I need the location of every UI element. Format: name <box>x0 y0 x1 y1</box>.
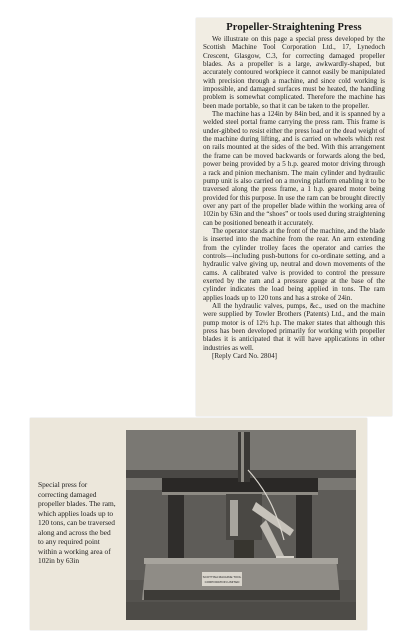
svg-text:CORPORATION LIMITED: CORPORATION LIMITED <box>204 580 240 584</box>
figure-caption: Special press for correcting damaged propeller blades. The ram, which applies loads up to 120 tons, can be traversed along and across the bed to any required point within a working area of 102in by 63in <box>38 480 116 565</box>
press-photograph <box>126 430 356 620</box>
article-paragraph-2: The machine has a 124in by 84in bed, and it is spanned by a welded steel portal frame carrying the press ram. This frame is under-gibbed to resist either the press load or the dead weight of the machine during lifting, and is carried on wheels which rest on rails mounted at the sides of the bed. With this arrangement the frame can be moved backwards or forwards along the bed, power being provided by a 5 h.p. geared motor driving through a rack and pinion mechanism. The main cylinder and hydraulic pump unit is also carried on a moving platform enabling it to be traversed along the press frame, a 1 h.p. geared motor being provided for this purpose. In use the ram can be brought directly over any part of the propeller blade within the working area of 102in by 63in and the “shoes” or tools used during straightening can be positioned beneath it accurately. <box>203 110 385 227</box>
svg-text:SCOTTISH MACHINE TOOL: SCOTTISH MACHINE TOOL <box>202 575 242 579</box>
reply-card-number: [Reply Card No. 2804] <box>212 352 277 361</box>
article-paragraph-1: We illustrate on this page a special press developed by the Scottish Machine Tool Corporation Ltd., 17, Lynedoch Crescent, Glasgow, C.3, for correcting damaged propeller blades. As a propeller is a large, awkwardly-shaped, but accurately contoured workpiece it cannot easily be manipulated with precision through a machine, and since cold working is impossible, and damaged surfaces must be heated, the handling problem is somewhat complicated. Therefore the machine has been made portable, so that it can be taken to the propeller. <box>203 35 385 110</box>
press-machine-illustration <box>126 430 356 620</box>
article-clipping <box>196 18 392 416</box>
figure-clipping <box>30 418 367 630</box>
article-paragraph-3: The operator stands at the front of the machine, and the blade is inserted into the machine from the rear. An arm extending from the cylinder trolley faces the operator and carries the controls—including push-buttons for co-ordinate setting, and a hydraulic valve giving up, neutral and down movements of the cams. A calibrated valve is provided to control the pressure exerted by the ram and a pressure gauge at the base of the cylinder indicates the load being applied in tons. The ram applies loads up to 120 tons and has a stroke of 24in. <box>203 226 385 302</box>
article-title: Propeller-Straightening Press <box>226 22 362 33</box>
article-paragraph-4: All the hydraulic valves, pumps, &c., used on the machine were supplied by Towler Brothers (Patents) Ltd., and the main pump motor is of 12½ h.p. The maker states that although this press has been developed primarily for working with propeller blades it is anticipated that it will have applications in other industries as well. <box>203 302 385 352</box>
